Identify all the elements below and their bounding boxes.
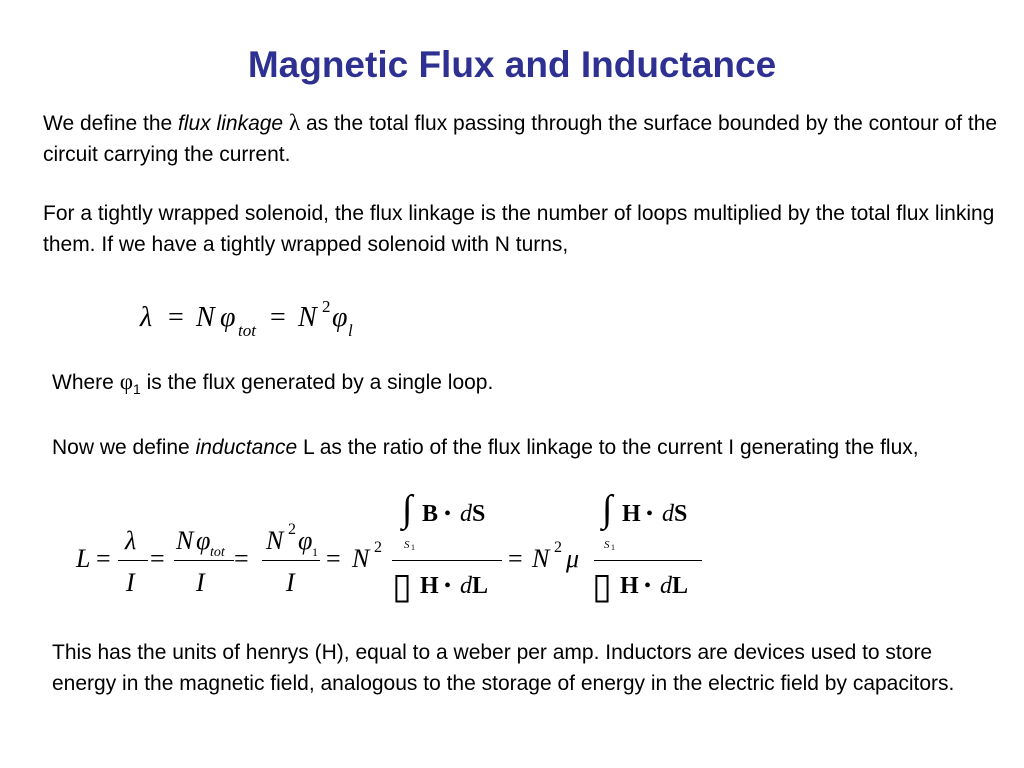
eq2-I-3: I	[286, 568, 295, 597]
eq1-N: N	[196, 302, 215, 333]
eq2-lambda: λ	[125, 526, 137, 555]
eq2-subscript-1: 1	[312, 545, 318, 559]
eq2-exponent-2c: 2	[554, 539, 562, 556]
integral-icon-2: ∫	[602, 488, 613, 530]
eq2-phi-2: φ	[298, 526, 313, 555]
eq2-equals-4: =	[326, 544, 341, 573]
eq2-L-vector-1: L	[472, 573, 489, 599]
eq1-equals-2: =	[270, 302, 286, 333]
fraction-bar-3	[262, 560, 320, 561]
eq2-surface-S1-b: S	[604, 539, 610, 551]
contour-integral-icon: ▯	[392, 566, 412, 606]
eq2-I-1: I	[126, 568, 135, 597]
eq2-dot-1: •	[444, 503, 452, 525]
lambda-symbol: λ	[288, 110, 301, 135]
equation-inductance	[70, 488, 720, 613]
phi-symbol: φ	[119, 369, 133, 394]
eq2-N-1: N	[176, 526, 194, 555]
eq2-equals-3: =	[234, 544, 249, 573]
eq1-phi: φ	[220, 302, 236, 333]
eq2-subscript-tot: tot	[210, 545, 225, 560]
eq2-mu: μ	[566, 544, 580, 573]
eq1-phi2: φ	[332, 302, 348, 333]
paragraph-inductance: Now we define inductance L as the ratio of the flux linkage to the current I generating the flux,	[52, 436, 919, 459]
eq2-exponent-2b: 2	[374, 539, 382, 556]
eq1-exponent-2: 2	[322, 297, 331, 316]
paragraph-henrys: This has the units of henrys (H), equal to a weber per amp. Inductors are devices used to store energy in the magnetic field, analogous to the storage of energy in the electric field by capacitors.	[52, 641, 955, 695]
eq2-equals-5: =	[508, 544, 523, 573]
eq2-surface-1-b: 1	[611, 543, 615, 552]
eq1-subscript-tot: tot	[238, 321, 256, 340]
term-inductance: inductance	[195, 436, 298, 459]
eq2-N-2: N	[266, 526, 284, 555]
eq2-H-vector-2: H	[622, 501, 641, 527]
equation-flux-linkage	[140, 296, 380, 346]
fraction-bar-4	[392, 560, 502, 561]
fraction-bar-1	[118, 560, 148, 561]
eq2-N-4: N	[532, 544, 550, 573]
eq2-equals-2: =	[150, 544, 165, 573]
eq2-H-vector-3: H	[620, 573, 639, 599]
eq2-d-4: d	[660, 573, 672, 599]
eq2-L: L	[76, 544, 91, 573]
eq2-L-vector-2: L	[672, 573, 689, 599]
eq2-surface-S1-a: S	[404, 539, 410, 551]
contour-integral-icon-2: ▯	[592, 566, 612, 606]
eq2-dot-3: •	[646, 503, 654, 525]
eq2-H-vector-1: H	[420, 573, 439, 599]
paragraph-flux-linkage: We define the flux linkage λ as the total flux passing through the surface bounded by the contour of the circuit carrying the current.	[43, 110, 998, 166]
eq1-N2: N	[298, 302, 317, 333]
eq2-surface-1-a: 1	[411, 543, 415, 552]
eq2-dot-4: •	[644, 575, 652, 597]
eq1-equals-1: =	[168, 302, 184, 333]
eq2-B-vector: B	[422, 501, 439, 527]
eq2-N-3: N	[352, 544, 370, 573]
eq2-d-1: d	[460, 501, 472, 527]
paragraph-solenoid: For a tightly wrapped solenoid, the flux linkage is the number of loops multiplied by the total flux linking them. If we have a tightly wrapped solenoid with N turns,	[43, 202, 995, 256]
eq2-dot-2: •	[444, 575, 452, 597]
eq2-d-2: d	[460, 573, 472, 599]
fraction-bar-2	[174, 560, 234, 561]
eq2-equals-1: =	[96, 544, 111, 573]
eq2-S-vector-2: S	[674, 501, 688, 527]
term-flux-linkage: flux linkage	[178, 112, 284, 135]
eq2-I-2: I	[196, 568, 205, 597]
eq1-lambda: λ	[140, 302, 153, 333]
eq2-S-vector-1: S	[472, 501, 486, 527]
eq2-d-3: d	[662, 501, 674, 527]
paragraph-single-loop: Where $\varphi_1$ is the flux generated by a single loop.	[52, 369, 494, 397]
page-title: Magnetic Flux and Inductance	[247, 44, 777, 85]
eq2-exponent-2a: 2	[288, 521, 296, 538]
eq1-subscript-l: l	[348, 321, 353, 340]
fraction-bar-5	[594, 560, 702, 561]
integral-icon: ∫	[402, 488, 413, 530]
eq2-phi-1: φ	[196, 526, 211, 555]
